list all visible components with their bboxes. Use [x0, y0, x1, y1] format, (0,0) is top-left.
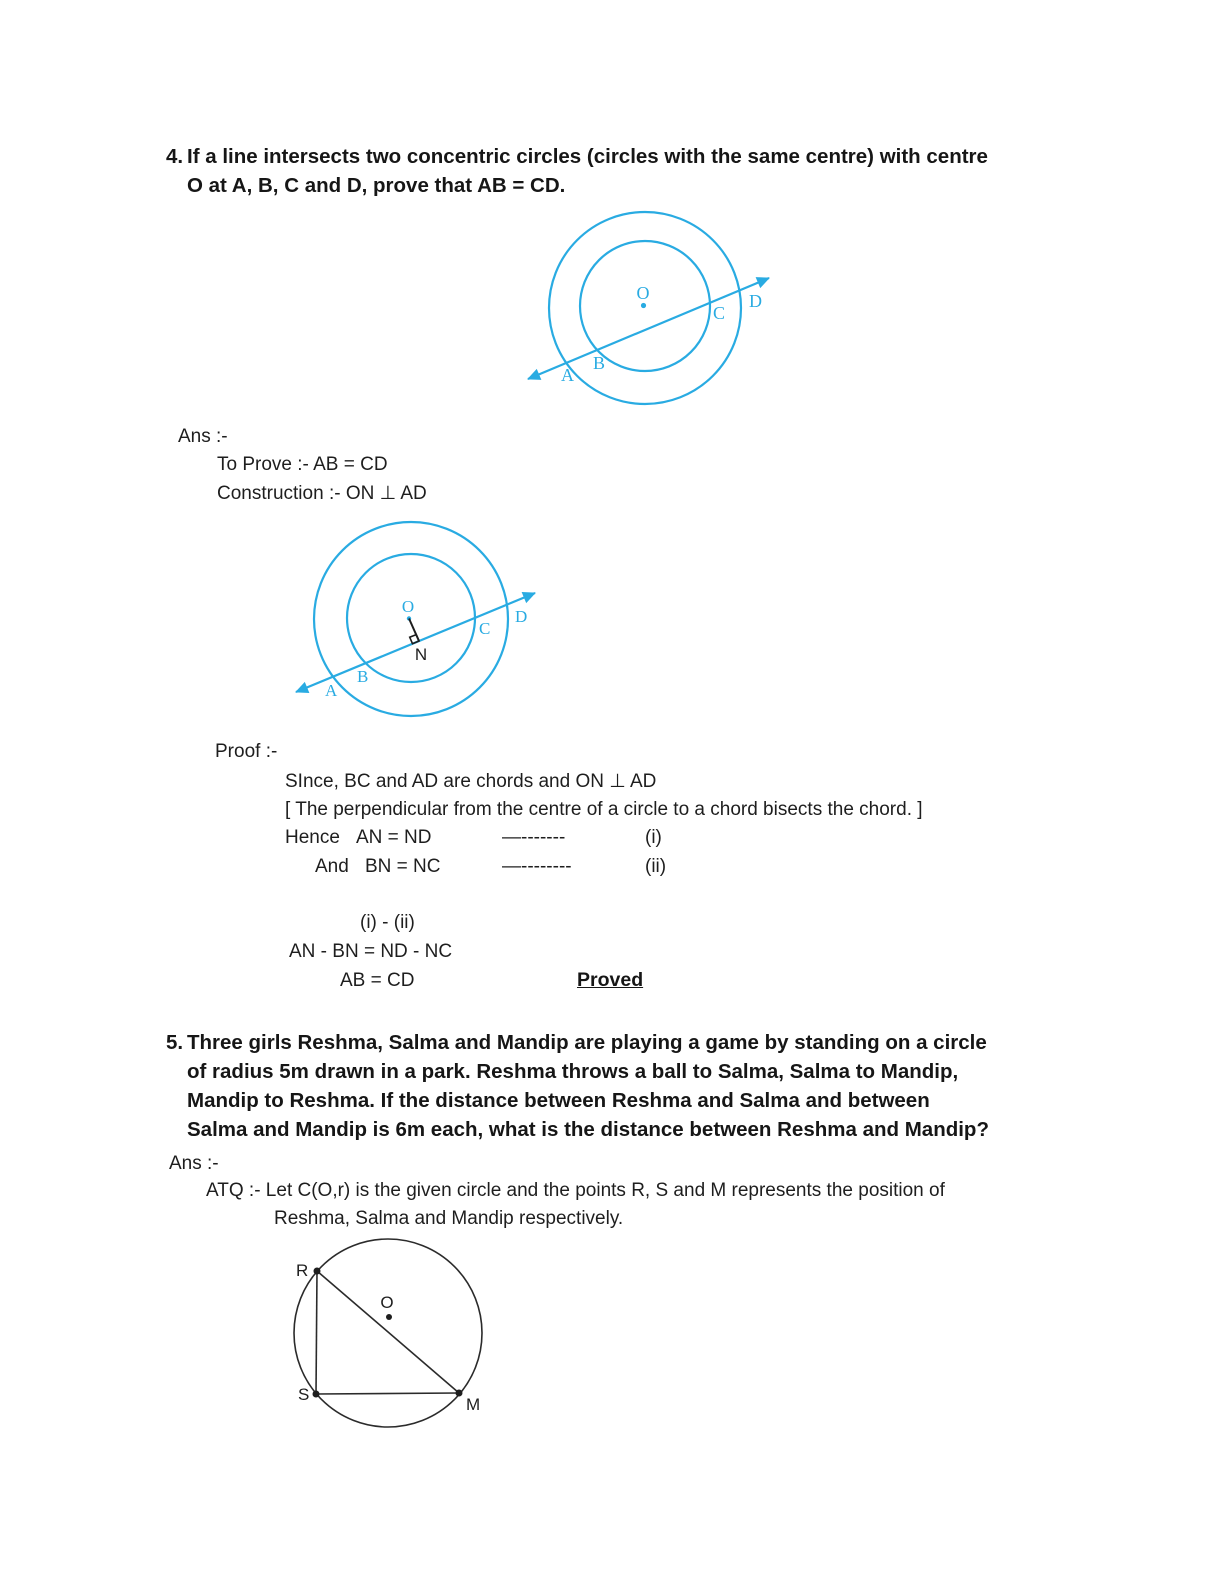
proof-equation-1: AN - BN = ND - NC: [289, 941, 453, 962]
proof-line2: [ The perpendicular from the centre of a circle to a chord bisects the chord. ]: [285, 799, 923, 820]
proof-line1: SInce, BC and AD are chords and ON ⊥ AD: [285, 771, 657, 792]
proof-equation-2: AB = CD: [340, 970, 415, 991]
chord-rm: [317, 1271, 459, 1393]
label-C: C: [479, 619, 491, 638]
question-5-line3: Mandip to Reshma. If the distance between Reshma and Salma and between: [187, 1089, 930, 1112]
proof-heading: Proof :-: [215, 741, 278, 762]
centre-dot: [386, 1314, 392, 1320]
proof-row-i-dashes: —-------: [502, 827, 566, 848]
label-O: O: [401, 597, 415, 616]
proved-label: Proved: [577, 969, 644, 991]
atq-line2: Reshma, Salma and Mandip respectively.: [274, 1208, 624, 1229]
answer-5-label: Ans :-: [169, 1153, 219, 1174]
question-5-line2: of radius 5m drawn in a park. Reshma throws a ball to Salma, Salma to Mandip,: [187, 1060, 959, 1083]
label-D: D: [515, 607, 528, 626]
question-4-line1: If a line intersects two concentric circles (circles with the same centre) with centre: [187, 145, 988, 168]
question-5-line4: Salma and Mandip is 6m each, what is the distance between Reshma and Mandip?: [187, 1118, 989, 1141]
label-A: A: [561, 365, 574, 385]
question-4-number: 4.: [166, 145, 184, 168]
proof-row-ii-prefix: And: [315, 856, 349, 877]
to-prove-line: To Prove :- AB = CD: [217, 454, 388, 475]
label-S: S: [298, 1385, 310, 1404]
proof-subtraction: (i) - (ii): [360, 912, 415, 933]
question-5-line1: Three girls Reshma, Salma and Mandip are playing a game by standing on a circle: [187, 1031, 987, 1054]
construction-line: Construction :- ON ⊥ AD: [217, 483, 427, 504]
chord-sm: [316, 1393, 459, 1394]
centre-dot: [641, 303, 646, 308]
proof-row-i-ref: (i): [645, 827, 662, 848]
right-angle-mark: [410, 635, 419, 644]
answer-4-label: Ans :-: [178, 426, 228, 447]
point-r-dot: [314, 1268, 321, 1275]
question-5-number: 5.: [166, 1031, 184, 1054]
point-m-dot: [456, 1390, 463, 1397]
figure-construction-on-perpendicular: [278, 512, 558, 727]
label-D: D: [749, 291, 762, 311]
figure-circle-triangle-rsm: [288, 1236, 508, 1436]
figure-concentric-circles: [500, 193, 790, 418]
proof-row-i-prefix: Hence: [285, 827, 340, 848]
label-R: R: [296, 1261, 309, 1280]
proof-row-ii-dashes: —--------: [502, 856, 572, 877]
point-s-dot: [313, 1391, 320, 1398]
label-O: O: [636, 283, 650, 303]
label-M: M: [466, 1395, 481, 1414]
chord-rs: [316, 1271, 317, 1394]
proof-row-i-equation: AN = ND: [356, 827, 432, 848]
label-N: N: [414, 645, 428, 664]
label-B: B: [593, 353, 606, 373]
label-C: C: [713, 303, 726, 323]
label-B: B: [357, 667, 369, 686]
proof-row-ii-equation: BN = NC: [365, 856, 441, 877]
label-O: O: [380, 1293, 394, 1312]
proof-row-ii-ref: (ii): [645, 856, 667, 877]
question-4-line2: O at A, B, C and D, prove that AB = CD.: [187, 174, 566, 197]
label-A: A: [325, 681, 338, 700]
atq-line1: ATQ :- Let C(O,r) is the given circle and the points R, S and M represents the position of: [206, 1180, 945, 1201]
